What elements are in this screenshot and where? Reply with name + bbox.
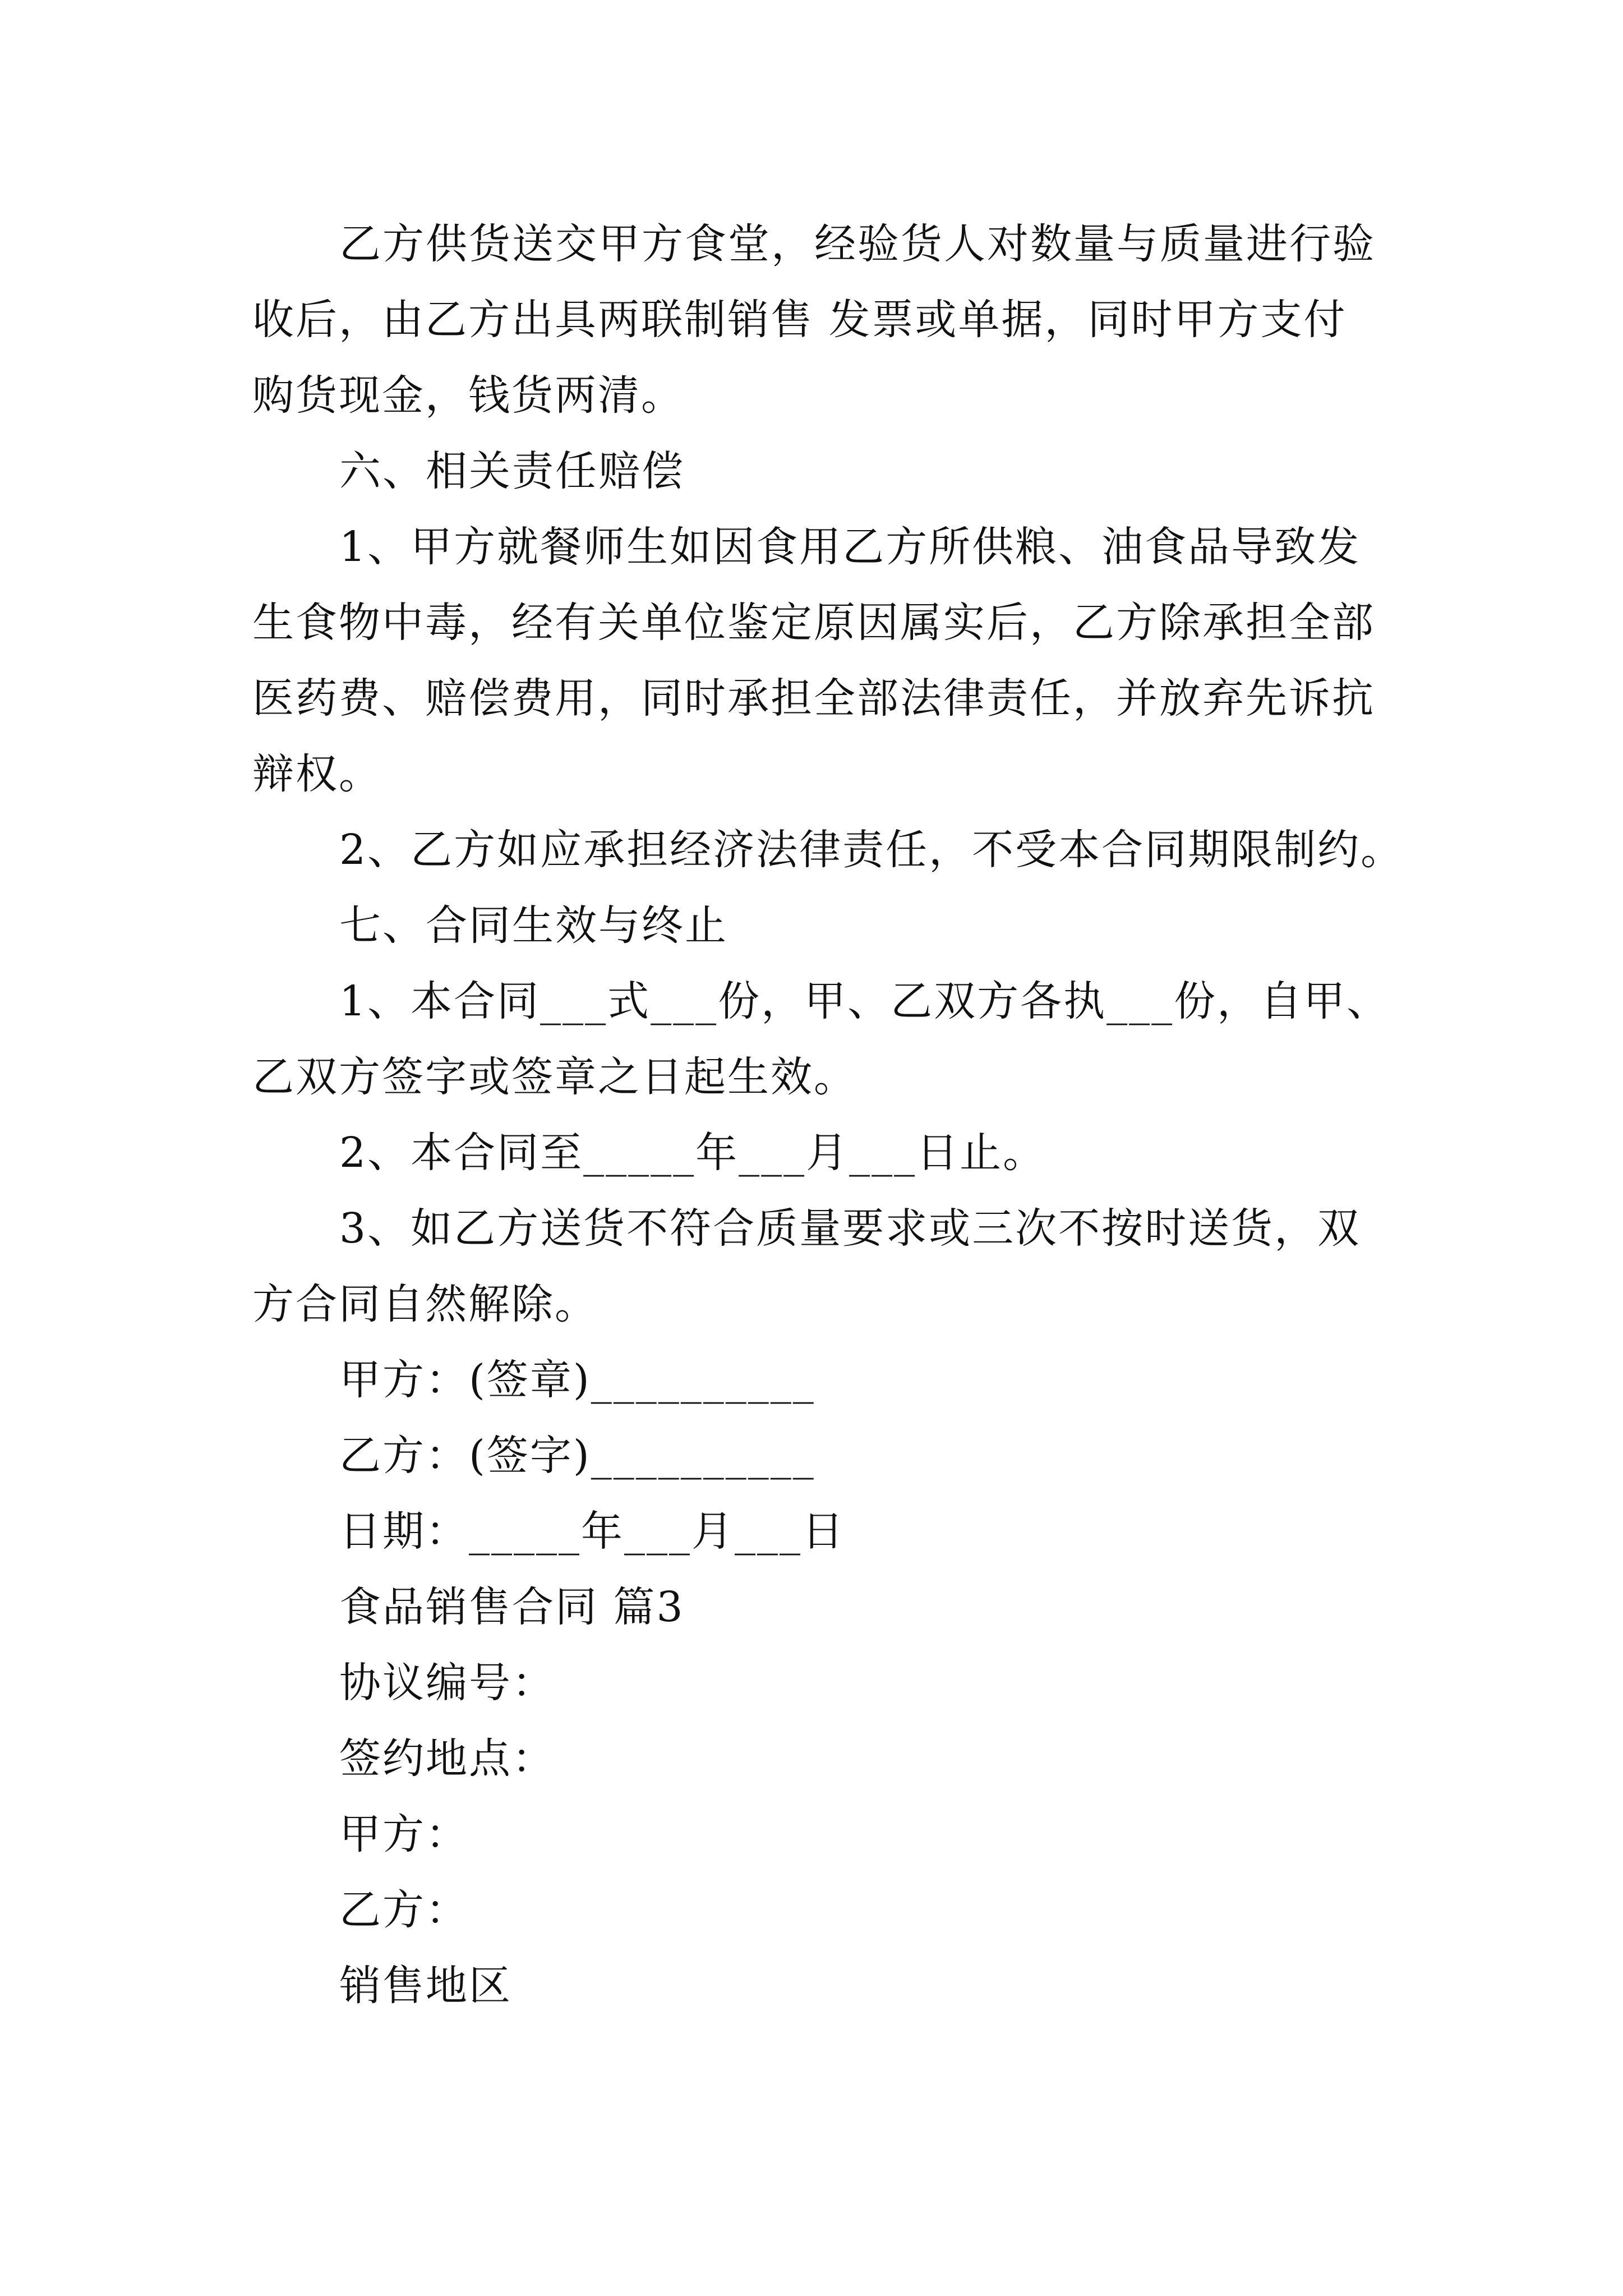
paragraph-line: 2、本合同至_____年___月___日止。 bbox=[339, 1129, 1046, 1177]
section-heading: 七、合同生效与终止 bbox=[339, 901, 728, 950]
document-title: 食品销售合同 篇3 bbox=[339, 1583, 685, 1631]
paragraph-line: 1、本合同___式___份，甲、乙双方各执___份，自甲、 bbox=[339, 977, 1390, 1025]
signature-line-party-b: 乙方：(签字)__________ bbox=[339, 1432, 815, 1480]
signature-line-party-a: 甲方：(签章)__________ bbox=[339, 1356, 815, 1404]
paragraph-line: 1、甲方就餐师生如因食用乙方所供粮、油食品导致发 bbox=[339, 523, 1361, 571]
paragraph-line: 收后，由乙方出具两联制销售 发票或单据，同时甲方支付 bbox=[252, 296, 1347, 344]
sales-region-label: 销售地区 bbox=[339, 1962, 512, 2010]
paragraph-line: 医药费、赔偿费用，同时承担全部法律责任，并放弃先诉抗 bbox=[252, 674, 1375, 723]
paragraph-line: 乙双方签字或签章之日起生效。 bbox=[252, 1053, 857, 1101]
paragraph-line: 方合同自然解除。 bbox=[252, 1280, 598, 1328]
party-a-label: 甲方： bbox=[339, 1810, 469, 1858]
paragraph-line: 乙方供货送交甲方食堂，经验货人对数量与质量进行验 bbox=[339, 220, 1376, 268]
paragraph-line: 2、乙方如应承担经济法律责任，不受本合同期限制约。 bbox=[339, 826, 1404, 874]
agreement-number-label: 协议编号： bbox=[339, 1659, 555, 1707]
paragraph-line: 辩权。 bbox=[252, 750, 382, 798]
signing-place-label: 签约地点： bbox=[339, 1734, 555, 1783]
paragraph-line: 生食物中毒，经有关单位鉴定原因属实后，乙方除承担全部 bbox=[252, 599, 1375, 647]
party-b-label: 乙方： bbox=[339, 1886, 469, 1934]
paragraph-line: 购货现金，钱货两清。 bbox=[252, 371, 684, 420]
date-line: 日期：_____年___月___日 bbox=[339, 1507, 845, 1556]
section-heading: 六、相关责任赔偿 bbox=[339, 447, 685, 495]
paragraph-line: 3、如乙方送货不符合质量要求或三次不按时送货，双 bbox=[339, 1204, 1361, 1253]
